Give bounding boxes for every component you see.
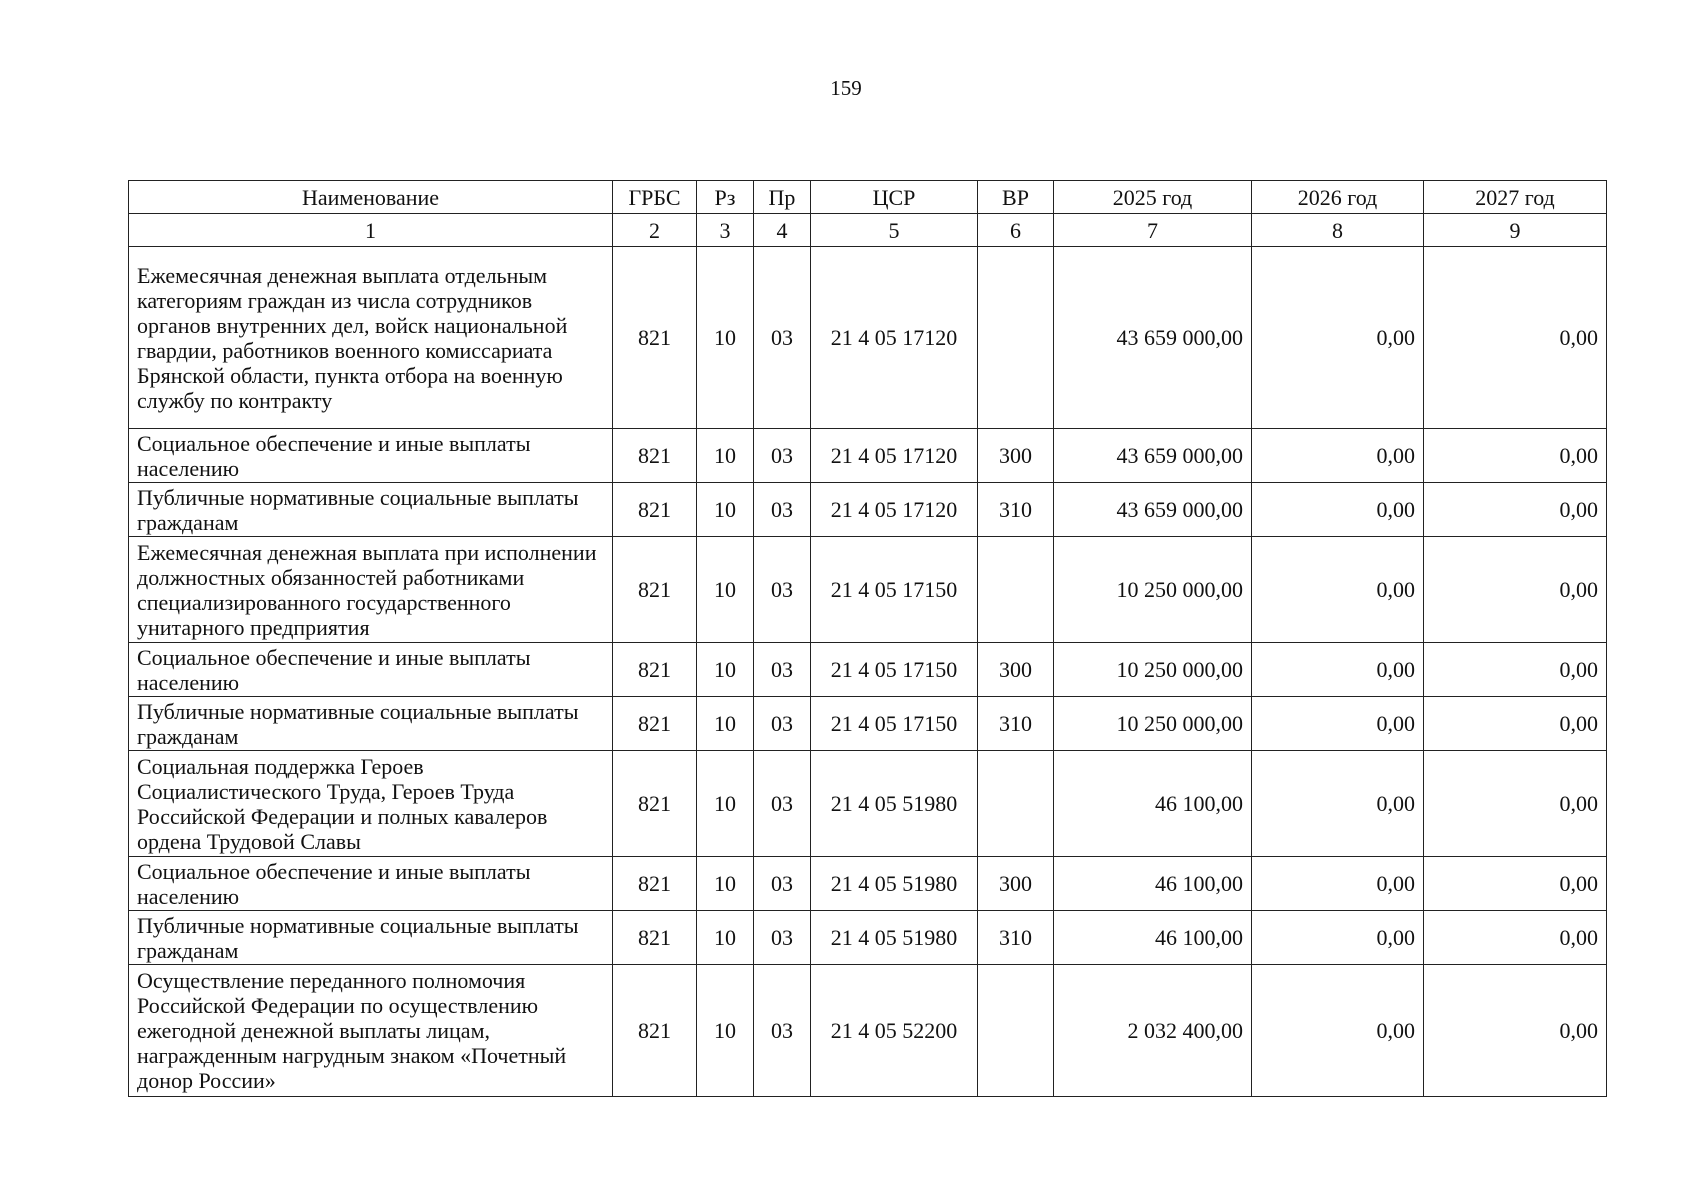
header-name: Наименование [129,181,613,214]
row-grbs: 821 [613,697,697,751]
row-vr [978,247,1054,429]
row-name: Социальная поддержка Героев Социалистического Труда, Героев Труда Российской Федерации и полных кавалеров ордена Трудовой Славы [129,751,613,857]
header-2026: 2026 год [1252,181,1424,214]
column-number-row [129,214,1607,247]
header-vr: ВР [978,181,1054,214]
column-number: 4 [754,214,811,247]
row-amount-2026: 0,00 [1252,429,1424,483]
column-number: 5 [811,214,978,247]
row-vr [978,751,1054,857]
row-grbs: 821 [613,247,697,429]
row-amount-2025: 43 659 000,00 [1054,483,1252,537]
row-grbs: 821 [613,857,697,911]
row-name: Социальное обеспечение и иные выплаты населению [129,429,613,483]
column-number: 2 [613,214,697,247]
row-name: Публичные нормативные социальные выплаты гражданам [129,697,613,751]
row-name: Ежемесячная денежная выплата отдельным категориям граждан из числа сотрудников органов внутренних дел, войск национальной гвардии, работников военного комиссариата Брянской области, пункта отбора на военную службу по контракту [129,247,613,429]
row-amount-2025: 10 250 000,00 [1054,537,1252,643]
table-row [129,965,1607,1097]
row-amount-2026: 0,00 [1252,857,1424,911]
row-amount-2026: 0,00 [1252,537,1424,643]
row-amount-2027: 0,00 [1424,483,1607,537]
row-pr: 03 [754,537,811,643]
row-vr [978,965,1054,1097]
row-rz: 10 [697,483,754,537]
row-amount-2025: 46 100,00 [1054,751,1252,857]
row-amount-2025: 46 100,00 [1054,857,1252,911]
row-amount-2026: 0,00 [1252,751,1424,857]
column-number: 8 [1252,214,1424,247]
row-csr: 21 4 05 17150 [811,697,978,751]
row-rz: 10 [697,965,754,1097]
table-row [129,643,1607,697]
row-amount-2025: 46 100,00 [1054,911,1252,965]
table-row [129,429,1607,483]
row-rz: 10 [697,537,754,643]
header-2027: 2027 год [1424,181,1607,214]
header-grbs: ГРБС [613,181,697,214]
row-csr: 21 4 05 17150 [811,643,978,697]
row-pr: 03 [754,483,811,537]
row-amount-2025: 43 659 000,00 [1054,429,1252,483]
row-csr: 21 4 05 51980 [811,751,978,857]
row-vr: 300 [978,643,1054,697]
row-pr: 03 [754,857,811,911]
row-amount-2025: 10 250 000,00 [1054,643,1252,697]
column-number: 6 [978,214,1054,247]
row-pr: 03 [754,643,811,697]
row-csr: 21 4 05 17150 [811,537,978,643]
table-row [129,247,1607,429]
header-2025: 2025 год [1054,181,1252,214]
row-rz: 10 [697,911,754,965]
row-grbs: 821 [613,537,697,643]
row-rz: 10 [697,751,754,857]
row-pr: 03 [754,697,811,751]
row-name: Социальное обеспечение и иные выплаты населению [129,857,613,911]
header-pr: Пр [754,181,811,214]
row-name: Социальное обеспечение и иные выплаты населению [129,643,613,697]
row-pr: 03 [754,751,811,857]
row-amount-2026: 0,00 [1252,697,1424,751]
header-csr: ЦСР [811,181,978,214]
row-csr: 21 4 05 51980 [811,911,978,965]
table-row [129,911,1607,965]
column-number: 7 [1054,214,1252,247]
row-amount-2027: 0,00 [1424,911,1607,965]
row-name: Публичные нормативные социальные выплаты гражданам [129,483,613,537]
row-amount-2026: 0,00 [1252,483,1424,537]
table-row [129,537,1607,643]
row-vr: 310 [978,483,1054,537]
row-grbs: 821 [613,643,697,697]
row-csr: 21 4 05 52200 [811,965,978,1097]
row-amount-2026: 0,00 [1252,643,1424,697]
column-number: 3 [697,214,754,247]
row-amount-2025: 2 032 400,00 [1054,965,1252,1097]
row-vr: 300 [978,857,1054,911]
row-amount-2027: 0,00 [1424,247,1607,429]
row-amount-2026: 0,00 [1252,965,1424,1097]
row-amount-2027: 0,00 [1424,537,1607,643]
page-number: 159 [830,76,862,100]
table-row [129,483,1607,537]
row-amount-2026: 0,00 [1252,247,1424,429]
row-amount-2027: 0,00 [1424,965,1607,1097]
row-grbs: 821 [613,965,697,1097]
row-rz: 10 [697,247,754,429]
row-grbs: 821 [613,483,697,537]
table-row [129,857,1607,911]
row-pr: 03 [754,429,811,483]
row-name: Публичные нормативные социальные выплаты гражданам [129,911,613,965]
row-rz: 10 [697,697,754,751]
row-pr: 03 [754,965,811,1097]
row-amount-2027: 0,00 [1424,857,1607,911]
table-header-row [129,181,1607,214]
column-number: 1 [129,214,613,247]
row-amount-2026: 0,00 [1252,911,1424,965]
row-vr [978,537,1054,643]
row-name: Осуществление переданного полномочия Российской Федерации по осуществлению ежегодной денежной выплаты лицам, награжденным нагрудным знаком «Почетный донор России» [129,965,613,1097]
table-row [129,697,1607,751]
column-number: 9 [1424,214,1607,247]
row-name: Ежемесячная денежная выплата при исполнении должностных обязанностей работниками специализированного государственного унитарного предприятия [129,537,613,643]
row-csr: 21 4 05 17120 [811,247,978,429]
budget-table [128,180,1607,1097]
row-rz: 10 [697,643,754,697]
row-csr: 21 4 05 17120 [811,483,978,537]
row-amount-2025: 10 250 000,00 [1054,697,1252,751]
row-amount-2027: 0,00 [1424,751,1607,857]
row-vr: 310 [978,697,1054,751]
row-vr: 300 [978,429,1054,483]
row-csr: 21 4 05 17120 [811,429,978,483]
row-amount-2027: 0,00 [1424,429,1607,483]
row-pr: 03 [754,247,811,429]
row-rz: 10 [697,429,754,483]
row-grbs: 821 [613,751,697,857]
row-vr: 310 [978,911,1054,965]
row-rz: 10 [697,857,754,911]
row-grbs: 821 [613,429,697,483]
table-row [129,751,1607,857]
row-amount-2025: 43 659 000,00 [1054,247,1252,429]
row-pr: 03 [754,911,811,965]
row-csr: 21 4 05 51980 [811,857,978,911]
row-grbs: 821 [613,911,697,965]
header-rz: Рз [697,181,754,214]
row-amount-2027: 0,00 [1424,643,1607,697]
row-amount-2027: 0,00 [1424,697,1607,751]
